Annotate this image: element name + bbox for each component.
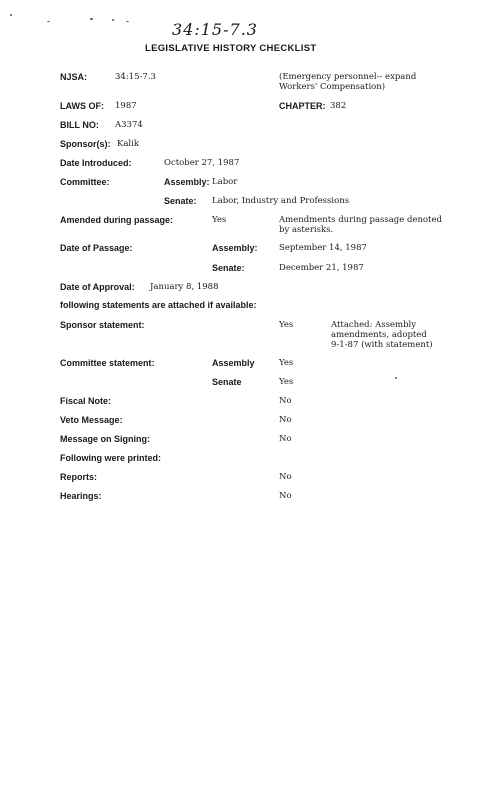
amended-label: Amended during passage: [60,215,174,225]
date-introduced-label: Date Introduced: [60,158,132,168]
date-introduced-value: October 27, 1987 [164,158,240,168]
scan-speck [395,377,397,379]
sponsors-label: Sponsor(s): [60,139,111,149]
amended-value: Yes [212,215,227,225]
sponsor-statement-label: Sponsor statement: [60,320,145,330]
bill-no-label: BILL NO: [60,120,99,130]
amended-note-line1: Amendments during passage denoted [279,215,442,225]
sponsors-value: Kalik [117,139,140,149]
chapter-label: CHAPTER: [279,101,326,111]
veto-message-label: Veto Message: [60,415,123,425]
scan-speck [112,19,114,21]
following-printed-heading: Following were printed: [60,453,161,463]
committee-statement-assembly-label: Assembly [212,358,255,368]
committee-senate-value: Labor, Industry and Professions [212,196,350,206]
scan-speck [90,18,93,20]
scan-speck [10,14,12,16]
laws-of-label: LAWS OF: [60,101,104,111]
njsa-note-line2: Workers' Compensation) [279,82,386,92]
sponsor-statement-note-line3: 9-1-87 (with statement) [331,340,433,350]
njsa-note-line1: (Emergency personnel-- expand [279,72,417,82]
reports-value: No [279,472,292,482]
passage-assembly-value: September 14, 1987 [279,243,367,253]
sponsor-statement-note-line1: Attached: Assembly [331,320,417,330]
amended-note-line2: by asterisks. [279,225,334,235]
committee-assembly-label: Assembly: [164,177,210,187]
following-attached-heading: following statements are attached if available: [60,300,257,310]
hearings-label: Hearings: [60,491,102,501]
njsa-label: NJSA: [60,72,88,82]
scan-speck [126,21,129,22]
fiscal-note-label: Fiscal Note: [60,396,112,406]
fiscal-note-value: No [279,396,292,406]
date-of-approval-label: Date of Approval: [60,282,135,292]
committee-label: Committee: [60,177,110,187]
chapter-value: 382 [330,101,347,111]
message-on-signing-label: Message on Signing: [60,434,151,444]
passage-senate-label: Senate: [212,263,245,273]
date-of-approval-value: January 8, 1988 [150,282,219,292]
committee-assembly-value: Labor [212,177,238,187]
sponsor-statement-value: Yes [279,320,294,330]
committee-statement-senate-value: Yes [279,377,294,387]
page-title: LEGISLATIVE HISTORY CHECKLIST [145,43,317,54]
bill-no-value: A3374 [115,120,143,130]
scan-speck [47,21,50,22]
date-of-passage-label: Date of Passage: [60,243,133,253]
committee-statement-senate-label: Senate [212,377,242,387]
committee-statement-label: Committee statement: [60,358,155,368]
laws-of-value: 1987 [115,101,137,111]
reports-label: Reports: [60,472,98,482]
committee-senate-label: Senate: [164,196,197,206]
committee-statement-assembly-value: Yes [279,358,294,368]
sponsor-statement-note-line2: amendments, adopted [331,330,427,340]
passage-assembly-label: Assembly: [212,243,258,253]
message-on-signing-value: No [279,434,292,444]
njsa-value: 34:15-7.3 [115,72,156,82]
handwritten-code: 34:15-7.3 [172,20,258,39]
veto-message-value: No [279,415,292,425]
hearings-value: No [279,491,292,501]
passage-senate-value: December 21, 1987 [279,263,364,273]
